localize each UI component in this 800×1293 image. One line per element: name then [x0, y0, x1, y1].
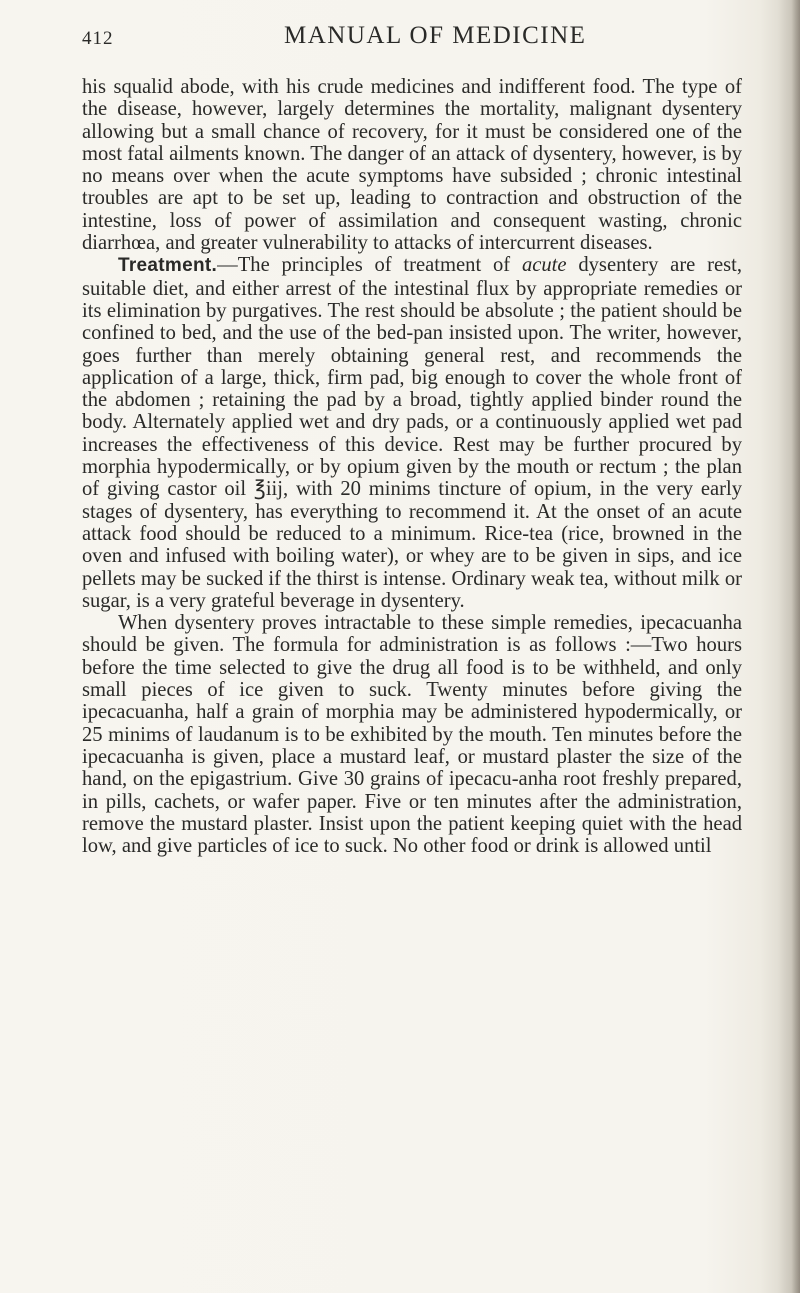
section-heading-treatment: Treatment.: [118, 255, 218, 277]
paragraph-ipecacuanha: [82, 612, 742, 857]
italic-term: acute: [521, 254, 567, 277]
page-header: [82, 22, 742, 56]
paragraph-prognosis: [82, 76, 742, 254]
page-edge-shadow: [778, 0, 800, 1293]
paragraph-text: When dysentery proves intractable to these simple remedies, ipecacuanha should be given. The formula for administration is as follows :—Two hours before the time selected to give the drug all food is to be withheld, and only small pieces of ice given to suck. Twenty minutes before giving the ipecacuanha, half a grain of morphia may be administered hypodermically, or 25 minims of laudanum is to be exhibited by the mouth. Ten minutes before the ipecacuanha is given, place a mustard leaf, or mustard plaster the size of the hand, on the epigastrium. Give 30 grains of ipecacu-anha root freshly prepared, in pills, cachets, or wafer paper. Five or ten minutes after the administration, remove the mustard plaster. Insist upon the patient keeping quiet with the head low, and give particles of ice to suck. No other food or drink is allowed until: [82, 612, 742, 858]
paragraph-treatment: [82, 254, 742, 612]
paragraph-text-lead: —The principles of treatment of: [217, 254, 522, 277]
running-title: MANUAL OF MEDICINE: [284, 22, 587, 49]
page-number: 412: [82, 28, 114, 49]
paragraph-text: dysentery are rest, suitable diet, and either arrest of the intestinal flux by appropriate remedies or its elimination by purgatives. The rest should be absolute ; the patient should be confined to bed, and the use of the bed-pan insisted upon. The writer, however, goes further than merely obtaining general rest, and recommends the application of a large, thick, firm pad, big enough to cover the whole front of the abdomen ; retaining the pad by a broad, tightly applied binder round the body. Alternately applied wet and dry pads, or a continuously applied wet pad increases the effectiveness of this device. Rest may be further procured by morphia hypodermically, or by opium given by the mouth or rectum ; the plan of giving castor oil ℥iij, with 20 minims tincture of opium, in the very early stages of dysentery, has everything to recommend it. At the onset of an acute attack food should be reduced to a minimum. Rice-tea (rice, browned in the oven and infused with boiling water), or whey are to be given in sips, and ice pellets may be sucked if the thirst is intense. Ordinary weak tea, without milk or sugar, is a very grateful beverage in dysentery.: [82, 254, 742, 612]
paragraph-text: his squalid abode, with his crude medicines and indifferent food. The type of the disease, however, largely determines the mortality, malignant dysentery allowing but a small chance of recovery, for it must be considered one of the most fatal ailments known. The danger of an attack of dysentery, however, is by no means over when the acute symptoms have subsided ; chronic intestinal troubles are apt to be set up, leading to contraction and obstruction of the intestine, loss of power of assimilation and consequent wasting, chronic diarrhœa, and greater vulnerability to attacks of intercurrent diseases.: [82, 76, 742, 255]
body-text: [82, 76, 742, 857]
